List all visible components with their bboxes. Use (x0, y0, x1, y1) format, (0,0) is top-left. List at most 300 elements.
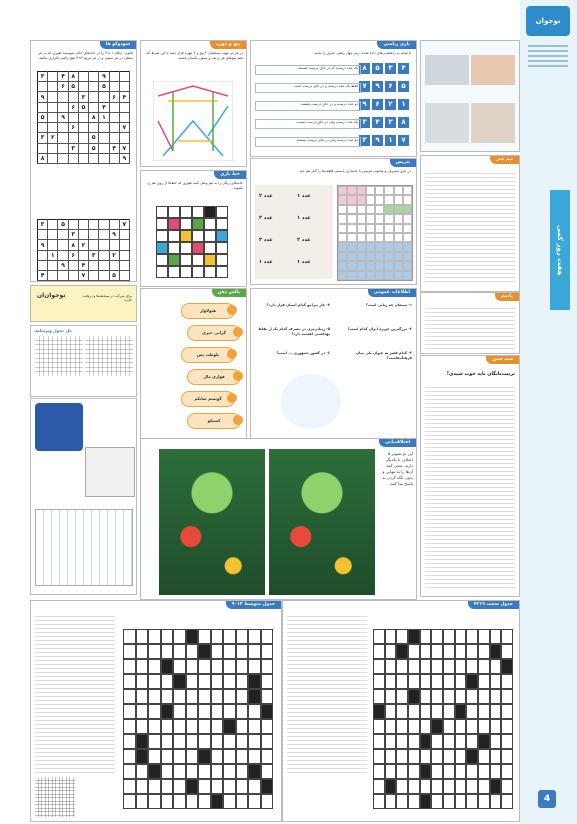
crossword-cell[interactable] (211, 794, 224, 809)
sudoku-cell[interactable] (89, 240, 99, 250)
crossword-cell[interactable] (443, 659, 455, 674)
crossword-cell[interactable] (431, 689, 443, 704)
sudoku-cell[interactable] (99, 281, 109, 282)
crossword-cell[interactable] (161, 704, 174, 719)
crossword-cell[interactable] (443, 749, 455, 764)
crossword-cell[interactable] (373, 659, 385, 674)
sudoku-cell[interactable] (89, 153, 99, 163)
sudoku-cell[interactable]: ۸ (38, 153, 48, 163)
sudoku-cell[interactable] (48, 281, 58, 282)
sudoku-cell[interactable] (48, 92, 58, 102)
sudoku-cell[interactable] (38, 143, 48, 153)
crossword-cell[interactable] (161, 779, 174, 794)
crossword-cell[interactable] (198, 644, 211, 659)
crossword-cell[interactable] (420, 749, 432, 764)
crossword-cell[interactable] (501, 629, 513, 644)
crossword-cell[interactable] (396, 689, 408, 704)
sudoku-cell[interactable] (68, 133, 78, 143)
crossword-cell[interactable] (148, 674, 161, 689)
crossword-cell[interactable] (490, 794, 502, 809)
crossword-cell[interactable] (455, 779, 467, 794)
sudoku-cell[interactable]: ۷ (78, 271, 88, 281)
crossword-cell[interactable] (261, 719, 274, 734)
crossword-cell[interactable] (161, 734, 174, 749)
sudoku-cell[interactable] (89, 123, 99, 133)
crossword-cell[interactable] (420, 734, 432, 749)
sudoku-cell[interactable] (48, 271, 58, 281)
crossword-cell[interactable] (248, 659, 261, 674)
crossword-cell[interactable] (173, 659, 186, 674)
crossword-cell[interactable] (223, 779, 236, 794)
crossword-cell[interactable] (136, 764, 149, 779)
crossword-cell[interactable] (408, 794, 420, 809)
crossword-cell[interactable] (136, 794, 149, 809)
color-grid-board[interactable] (156, 206, 228, 278)
crossword-cell[interactable] (136, 689, 149, 704)
sudoku-cell[interactable]: ۹ (109, 230, 119, 240)
crossword-cell[interactable] (148, 749, 161, 764)
sudoku-cell[interactable] (119, 250, 129, 260)
crossword-cell[interactable] (490, 734, 502, 749)
crossword-cell[interactable] (261, 659, 274, 674)
crossword-cell[interactable] (478, 704, 490, 719)
crossword-cell[interactable] (223, 689, 236, 704)
sudoku-cell[interactable] (99, 271, 109, 281)
sudoku-cell[interactable] (58, 133, 68, 143)
crossword-cell[interactable] (223, 674, 236, 689)
sudoku-cell[interactable]: ۶ (68, 102, 78, 112)
crossword-cell[interactable] (223, 764, 236, 779)
crossword-cell[interactable] (223, 734, 236, 749)
crossword-cell[interactable] (490, 644, 502, 659)
sudoku-cell[interactable] (68, 281, 78, 282)
crossword-cell[interactable] (173, 734, 186, 749)
crossword-cell[interactable] (443, 644, 455, 659)
spot-image-right[interactable] (269, 449, 375, 595)
crossword-cell[interactable] (236, 689, 249, 704)
crossword-cell[interactable] (385, 749, 397, 764)
sudoku-cell[interactable] (119, 133, 129, 143)
crossword-cell[interactable] (223, 794, 236, 809)
sudoku-cell[interactable] (78, 281, 88, 282)
crossword-cell[interactable] (248, 764, 261, 779)
crossword-cell[interactable] (198, 689, 211, 704)
crossword-cell[interactable] (198, 659, 211, 674)
crossword-cell[interactable] (261, 704, 274, 719)
sudoku-cell[interactable] (58, 240, 68, 250)
crossword-cell[interactable] (236, 779, 249, 794)
crossword-cell[interactable] (396, 674, 408, 689)
sudoku-cell[interactable] (109, 102, 119, 112)
sudoku-cell[interactable]: ۳ (68, 230, 78, 240)
crossword-cell[interactable] (501, 764, 513, 779)
crossword-cell[interactable] (420, 794, 432, 809)
crossword-cell[interactable] (148, 779, 161, 794)
sudoku-cell[interactable] (89, 82, 99, 92)
crossword-cell[interactable] (466, 764, 478, 779)
crossword-cell[interactable] (123, 794, 136, 809)
sudoku-cell[interactable] (89, 230, 99, 240)
sudoku-cell[interactable]: ۴ (58, 72, 68, 82)
sudoku-cell[interactable] (78, 220, 88, 230)
crossword-cell[interactable] (186, 749, 199, 764)
crossword-cell[interactable] (420, 629, 432, 644)
crossword-cell[interactable] (466, 734, 478, 749)
crossword-cell[interactable] (443, 794, 455, 809)
crossword-cell[interactable] (490, 674, 502, 689)
sudoku-cell[interactable] (119, 281, 129, 282)
crossword-cell[interactable] (248, 644, 261, 659)
sudoku-cell[interactable] (38, 230, 48, 240)
crossword-cell[interactable] (431, 749, 443, 764)
sudoku-cell[interactable] (109, 82, 119, 92)
crossword-cell[interactable] (373, 734, 385, 749)
sudoku-cell[interactable]: ۲ (109, 250, 119, 260)
sudoku-cell[interactable] (99, 92, 109, 102)
sudoku-cell[interactable]: ۵ (89, 133, 99, 143)
crossword-cell[interactable] (148, 659, 161, 674)
crossword-cell[interactable] (408, 659, 420, 674)
sudoku-cell[interactable]: ۸ (68, 240, 78, 250)
crossword-cell[interactable] (173, 629, 186, 644)
crossword-cell[interactable] (136, 659, 149, 674)
sudoku-cell[interactable] (119, 260, 129, 270)
sudoku-cell[interactable]: ۵ (38, 112, 48, 122)
crossword-cell[interactable] (478, 629, 490, 644)
crossword-cell[interactable] (408, 734, 420, 749)
sudoku-cell[interactable] (99, 260, 109, 270)
crossword-cell[interactable] (431, 764, 443, 779)
crossword-cell[interactable] (211, 779, 224, 794)
sudoku-cell[interactable] (119, 82, 129, 92)
crossword-cell[interactable] (478, 689, 490, 704)
crossword-cell[interactable] (396, 734, 408, 749)
sudoku-cell[interactable] (78, 250, 88, 260)
sudoku-cell[interactable]: ۱ (48, 250, 58, 260)
crossword-cell[interactable] (373, 644, 385, 659)
crossword-cell[interactable] (236, 794, 249, 809)
crossword-cell[interactable] (223, 749, 236, 764)
crossword-cell[interactable] (455, 734, 467, 749)
crossword-cell[interactable] (501, 644, 513, 659)
crossword-cell[interactable] (396, 749, 408, 764)
crossword-cell[interactable] (478, 764, 490, 779)
crossword-cell[interactable] (490, 719, 502, 734)
crossword-cell[interactable] (236, 749, 249, 764)
sudoku-cell[interactable] (38, 82, 48, 92)
crossword-cell[interactable] (186, 719, 199, 734)
crossword-cell[interactable] (443, 734, 455, 749)
crossword-cell[interactable] (198, 704, 211, 719)
crossword-cell[interactable] (173, 644, 186, 659)
sudoku-cell[interactable]: ۷ (119, 220, 129, 230)
sudoku-cell[interactable] (78, 143, 88, 153)
crossword-cell[interactable] (420, 704, 432, 719)
sudoku-cell[interactable] (58, 250, 68, 260)
crossword-cell[interactable] (431, 674, 443, 689)
crossword-cell[interactable] (501, 749, 513, 764)
crossword-cell[interactable] (261, 749, 274, 764)
crossword-cell[interactable] (466, 629, 478, 644)
crossword-cell[interactable] (148, 794, 161, 809)
sudoku-cell[interactable] (58, 281, 68, 282)
crossword-cell[interactable] (455, 719, 467, 734)
sudoku-cell[interactable] (109, 240, 119, 250)
crossword-cell[interactable] (248, 689, 261, 704)
crossword-cell[interactable] (478, 674, 490, 689)
sudoku-cell[interactable] (78, 230, 88, 240)
crossword-cell[interactable] (161, 689, 174, 704)
sudoku-cell[interactable] (48, 82, 58, 92)
crossword-cell[interactable] (443, 704, 455, 719)
crossword-cell[interactable] (408, 629, 420, 644)
crossword-cell[interactable] (236, 719, 249, 734)
crossword-cell[interactable] (408, 719, 420, 734)
crossword-cell[interactable] (385, 794, 397, 809)
crossword-cell[interactable] (173, 719, 186, 734)
sudoku-cell[interactable] (89, 220, 99, 230)
crossword-cell[interactable] (373, 689, 385, 704)
crossword-cell[interactable] (236, 764, 249, 779)
crossword-cell[interactable] (223, 629, 236, 644)
crossword-cell[interactable] (186, 644, 199, 659)
crossword-cell[interactable] (248, 779, 261, 794)
crossword-cell[interactable] (136, 644, 149, 659)
sudoku-cell[interactable] (58, 102, 68, 112)
crossword-cell[interactable] (161, 749, 174, 764)
sudoku-cell[interactable]: ۳ (89, 250, 99, 260)
crossword-cell[interactable] (490, 764, 502, 779)
crossword-cell[interactable] (198, 719, 211, 734)
sudoku-cell[interactable] (68, 260, 78, 270)
crossword-cell[interactable] (408, 674, 420, 689)
crossword-cell[interactable] (466, 779, 478, 794)
sudoku-cell[interactable] (58, 143, 68, 153)
sudoku-cell[interactable] (89, 281, 99, 282)
crossword-cell[interactable] (478, 659, 490, 674)
crossword-cell[interactable] (455, 674, 467, 689)
crossword-cell[interactable] (123, 764, 136, 779)
crossword-cell[interactable] (123, 659, 136, 674)
crossword-cell[interactable] (396, 794, 408, 809)
sudoku-cell[interactable] (58, 230, 68, 240)
sudoku-cell[interactable] (48, 260, 58, 270)
crossword-cell[interactable] (396, 764, 408, 779)
sudoku-cell[interactable] (109, 72, 119, 82)
crossword-cell[interactable] (198, 629, 211, 644)
crossword-cell[interactable] (408, 749, 420, 764)
crossword-cell[interactable] (396, 719, 408, 734)
crossword-cell[interactable] (373, 779, 385, 794)
crossword-cell[interactable] (490, 779, 502, 794)
crossword-cell[interactable] (248, 719, 261, 734)
crossword-cell[interactable] (455, 749, 467, 764)
sudoku-cell[interactable] (99, 220, 109, 230)
crossword-cell[interactable] (173, 749, 186, 764)
crossword-cell[interactable] (385, 629, 397, 644)
crossword-cell[interactable] (223, 719, 236, 734)
crossword-cell[interactable] (223, 644, 236, 659)
crossword-cell[interactable] (373, 704, 385, 719)
crossword-cell[interactable] (136, 704, 149, 719)
crossword-cell[interactable] (466, 644, 478, 659)
sudoku-cell[interactable]: ۹ (58, 112, 68, 122)
sudoku-cell[interactable] (78, 153, 88, 163)
crossword-cell[interactable] (420, 689, 432, 704)
crossword-cell[interactable] (501, 689, 513, 704)
sudoku-cell[interactable] (109, 153, 119, 163)
crossword-cell[interactable] (198, 749, 211, 764)
crossword-cell[interactable] (248, 794, 261, 809)
crossword-cell[interactable] (478, 749, 490, 764)
sudoku-cell[interactable] (68, 153, 78, 163)
sudoku-cell[interactable]: ۱ (99, 112, 109, 122)
crossword-cell[interactable] (501, 734, 513, 749)
crossword-cell[interactable] (466, 719, 478, 734)
sudoku-cell[interactable]: ۲ (78, 240, 88, 250)
crossword-cell[interactable] (455, 764, 467, 779)
sudoku-cell[interactable] (119, 240, 129, 250)
sudoku-cell[interactable] (78, 133, 88, 143)
crossword-cell[interactable] (198, 734, 211, 749)
crossword-cell[interactable] (373, 794, 385, 809)
sudoku-cell[interactable]: ۳ (68, 143, 78, 153)
crossword-cell[interactable] (211, 629, 224, 644)
sudoku-cell[interactable] (78, 112, 88, 122)
crossword-cell[interactable] (396, 779, 408, 794)
crossword-cell[interactable] (123, 689, 136, 704)
sudoku-cell[interactable] (38, 260, 48, 270)
crossword-cell[interactable] (211, 644, 224, 659)
sudoku-cell[interactable] (99, 123, 109, 133)
sudoku-cell[interactable] (99, 143, 109, 153)
crossword-cell[interactable] (123, 629, 136, 644)
sudoku-cell[interactable] (48, 153, 58, 163)
tetris-board[interactable] (337, 185, 413, 281)
crossword-cell[interactable] (431, 794, 443, 809)
sudoku-cell[interactable] (48, 72, 58, 82)
crossword-cell[interactable] (408, 689, 420, 704)
crossword-cell[interactable] (478, 794, 490, 809)
sudoku-cell[interactable] (38, 281, 48, 282)
sudoku-cell[interactable]: ۷ (119, 123, 129, 133)
crossword-cell[interactable] (211, 764, 224, 779)
crossword-cell[interactable] (501, 719, 513, 734)
crossword-cell[interactable] (385, 719, 397, 734)
crossword-cell[interactable] (148, 689, 161, 704)
crossword-cell[interactable] (136, 734, 149, 749)
crossword-cell[interactable] (373, 629, 385, 644)
crossword-cell[interactable] (443, 674, 455, 689)
crossword-cell[interactable] (236, 674, 249, 689)
crossword-cell[interactable] (248, 749, 261, 764)
crossword-cell[interactable] (148, 644, 161, 659)
crossword-cell[interactable] (148, 719, 161, 734)
sudoku-cell[interactable] (48, 240, 58, 250)
crossword-cell[interactable] (490, 659, 502, 674)
crossword-cell[interactable] (455, 689, 467, 704)
sudoku-cell[interactable] (48, 230, 58, 240)
crossword-cell[interactable] (431, 704, 443, 719)
sudoku-cell[interactable]: ۷ (119, 143, 129, 153)
sudoku-cell[interactable] (99, 133, 109, 143)
crossword-cell[interactable] (186, 674, 199, 689)
sudoku-cell[interactable] (89, 72, 99, 82)
crossword-cell[interactable] (396, 704, 408, 719)
crossword-cell[interactable] (261, 734, 274, 749)
sudoku-cell[interactable] (99, 230, 109, 240)
crossword-cell[interactable] (136, 674, 149, 689)
sudoku-cell[interactable]: ۶ (68, 123, 78, 133)
sudoku-cell[interactable] (99, 250, 109, 260)
sudoku-cell[interactable] (48, 112, 58, 122)
crossword-cell[interactable] (490, 749, 502, 764)
crossword-cell[interactable] (490, 629, 502, 644)
crossword-cell[interactable] (455, 629, 467, 644)
crossword-cell[interactable] (186, 629, 199, 644)
crossword-cell[interactable] (466, 704, 478, 719)
crossword-cell[interactable] (431, 644, 443, 659)
sudoku-cell[interactable] (38, 123, 48, 133)
sudoku-cell[interactable] (99, 240, 109, 250)
crossword-cell[interactable] (466, 794, 478, 809)
sudoku-cell[interactable]: ۴ (119, 92, 129, 102)
sudoku-cell[interactable] (58, 271, 68, 281)
crossword-cell[interactable] (408, 644, 420, 659)
crossword-cell[interactable] (455, 704, 467, 719)
crossword-cell[interactable] (455, 644, 467, 659)
sudoku-cell[interactable]: ۹ (99, 72, 109, 82)
crossword-cell[interactable] (373, 764, 385, 779)
crossword-cell[interactable] (261, 674, 274, 689)
sudoku-cell[interactable]: ۵ (68, 82, 78, 92)
crossword-cell[interactable] (186, 734, 199, 749)
crossword-cell[interactable] (443, 779, 455, 794)
crossword-cell[interactable] (443, 629, 455, 644)
sudoku-cell[interactable]: ۵ (78, 102, 88, 112)
crossword-cell[interactable] (136, 629, 149, 644)
crossword-cell[interactable] (385, 644, 397, 659)
crossword-cell[interactable] (478, 719, 490, 734)
crossword-cell[interactable] (248, 704, 261, 719)
sudoku-cell[interactable] (109, 281, 119, 282)
crossword-cell[interactable] (431, 659, 443, 674)
crossword-cell[interactable] (198, 764, 211, 779)
crossword-cell[interactable] (186, 704, 199, 719)
crossword-cell[interactable] (490, 704, 502, 719)
sudoku-cell[interactable]: ۳ (38, 220, 48, 230)
crossword-cell[interactable] (161, 719, 174, 734)
crossword-cell[interactable] (466, 749, 478, 764)
crossword-cell[interactable] (396, 629, 408, 644)
crossword-cell[interactable] (236, 659, 249, 674)
crossword-cell[interactable] (420, 659, 432, 674)
crossword-cell[interactable] (236, 704, 249, 719)
crossword-cell[interactable] (123, 674, 136, 689)
crossword-cell[interactable] (186, 794, 199, 809)
sudoku-cell[interactable] (38, 102, 48, 112)
crossword-cell[interactable] (490, 689, 502, 704)
crossword-cell[interactable] (261, 629, 274, 644)
crossword-cell[interactable] (261, 644, 274, 659)
crossword-cell[interactable] (443, 764, 455, 779)
sudoku-cell[interactable]: ۸ (68, 72, 78, 82)
sudoku-cell[interactable] (68, 92, 78, 102)
crossword-cell[interactable] (173, 764, 186, 779)
sudoku-cell[interactable]: ۶ (109, 92, 119, 102)
sudoku-cell[interactable] (78, 82, 88, 92)
crossword-cell[interactable] (431, 719, 443, 734)
